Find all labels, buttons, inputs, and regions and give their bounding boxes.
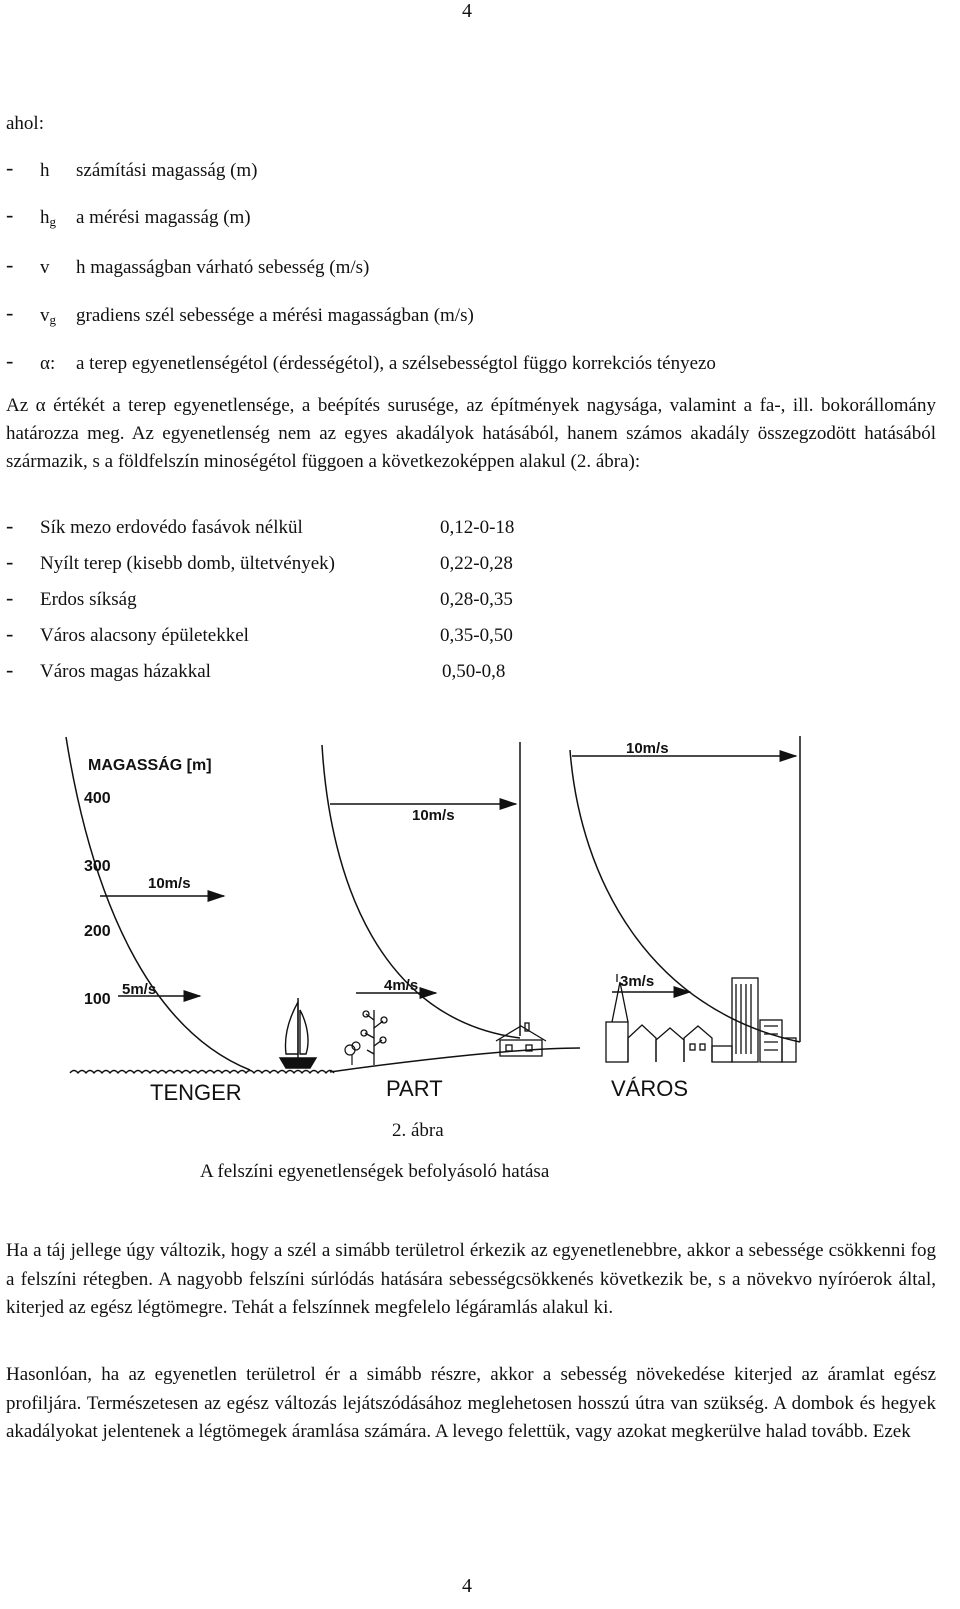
terrain-value: 0,35-0,50 <box>440 625 513 646</box>
bush-icon <box>345 1042 360 1065</box>
terrain-value: 0,50-0,8 <box>442 661 506 682</box>
coast-low-speed-label: 4m/s <box>384 977 419 994</box>
wind-profile-figure <box>0 720 960 1130</box>
city-low-speed-label: 3m/s <box>620 973 655 990</box>
terrain-label: Nyílt terep (kisebb domb, ültetvények) <box>40 553 335 574</box>
terrain-label: Város alacsony épületekkel <box>40 625 249 646</box>
figure-number: 2. ábra <box>392 1120 444 1141</box>
bullet-dash: - <box>6 348 14 373</box>
definition-symbol: h <box>40 160 50 181</box>
sea-low-speed-label: 5m/s <box>122 981 157 998</box>
bullet-dash: - <box>6 657 14 682</box>
sailboat-icon <box>280 998 316 1068</box>
definition-text: a terep egyenetlenségétol (érdességétol), a szélsebességtol függo korrekciós tényezo <box>76 353 716 374</box>
figure-caption: A felszíni egyenetlenségek befolyásoló hatása <box>200 1161 550 1182</box>
sea-top-speed-label: 10m/s <box>148 875 191 892</box>
bullet-dash: - <box>6 300 14 325</box>
terrain-label: Város magas házakkal <box>40 661 211 682</box>
terrain-value: 0,12-0-18 <box>440 517 515 538</box>
tick-label: 200 <box>84 923 111 940</box>
tick-label: 400 <box>84 790 111 807</box>
coast-wind-profile <box>322 745 520 1038</box>
coast-top-speed-label: 10m/s <box>412 807 455 824</box>
definition-symbol: v <box>40 257 50 278</box>
city-label: VÁROS <box>611 1076 689 1101</box>
tick-label: 100 <box>84 991 111 1008</box>
paragraph-smooth-to-rough: Ha a táj jellege úgy változik, hogy a szél a simább területrol érkezik az egyenetlenebbre, akkor a sebessége csökkenni fog a felszíni rétegben. A nagyobb felszíni súrlódás hatására sebességcsökkenés következik be, s a növekvo nyíróerok által, kiterjed az egész légtömegre. Tehát a felszínnek megfelelo légáramlás alakul ki. <box>6 1240 936 1318</box>
terrain-label: Sík mezo erdovédo fasávok nélkül <box>40 517 303 538</box>
city-wind-profile <box>570 750 800 1042</box>
bullet-dash: - <box>6 155 14 180</box>
tick-label: 300 <box>84 858 111 875</box>
sea-label: TENGER <box>150 1080 242 1105</box>
definition-symbol: $h_g$ <box>40 207 56 229</box>
definition-symbol: $v_g$ <box>40 305 56 327</box>
definition-text: h magasságban várható sebesség (m/s) <box>76 257 370 278</box>
page-number-bottom: 4 <box>462 1575 472 1597</box>
definition-text: számítási magasság (m) <box>76 160 258 181</box>
bullet-dash: - <box>6 513 14 538</box>
terrain-value: 0,22-0,28 <box>440 553 513 574</box>
bullet-dash: - <box>6 549 14 574</box>
definition-symbol: α: <box>40 353 56 374</box>
city-top-speed-label: 10m/s <box>626 740 669 757</box>
bullet-dash: - <box>6 621 14 646</box>
bullet-dash: - <box>6 585 14 610</box>
coast-label: PART <box>386 1076 443 1101</box>
intro-label: ahol: <box>6 113 44 134</box>
bullet-dash: - <box>6 252 14 277</box>
page-number-top: 4 <box>462 0 472 22</box>
tree-icon <box>361 1010 387 1065</box>
sea-waves <box>70 1071 334 1074</box>
paragraph-rough-to-smooth: Hasonlóan, ha az egyenetlen területrol ér a simább részre, akkor a sebesség növekedése kiterjed az áramlat egész profiljára. Természetesen az egész változás lejátszódásához meglehetosen hosszú útra van szükség. A dombok és hegyek akadályokat jelentenek a légtömegek áramlása számára. A levego felettük, vagy azokat megkerülve halad tovább. Ezek <box>6 1364 936 1442</box>
definition-text: gradiens szél sebessége a mérési magasságban (m/s) <box>76 305 474 326</box>
bullet-dash: - <box>6 202 14 227</box>
axis-title: MAGASSÁG [m] <box>88 757 212 774</box>
terrain-value: 0,28-0,35 <box>440 589 513 610</box>
terrain-label: Erdos síkság <box>40 589 137 610</box>
paragraph-alpha: Az α értékét a terep egyenetlensége, a beépítés surusége, az építmények nagysága, valamint a fa-, ill. bokorállomány határozza meg. Az egyenetlenség nem az egyes akadályok hatásából, hanem számos akadály összegzodött hatásából származik, s a földfelszín minoségétol függoen a következoképpen alakul (2. ábra): <box>6 395 936 472</box>
definition-text: a mérési magasság (m) <box>76 207 251 228</box>
sea-wind-profile <box>66 737 250 1070</box>
